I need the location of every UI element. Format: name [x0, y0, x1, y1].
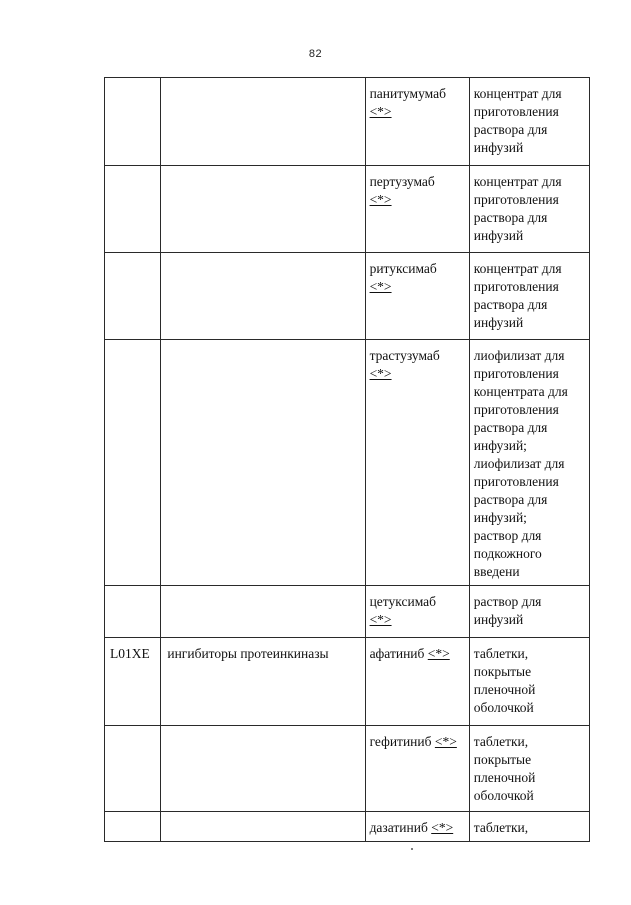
dosage-form-line: раствор для [473, 528, 542, 543]
dosage-form-line: приготовления [473, 104, 559, 119]
dosage-form-line: лиофилизат для [473, 348, 565, 363]
atc-code-cell: L01XE [105, 638, 161, 726]
scan-speck [411, 848, 413, 850]
footnote-mark: <*> [369, 279, 392, 294]
pharm-group-cell [161, 78, 365, 166]
pharm-group-cell [161, 726, 365, 812]
table-row [105, 78, 590, 166]
inn-name: пертузумаб [369, 174, 435, 189]
inn-cell [365, 812, 469, 842]
inn-cell [365, 638, 469, 726]
inn-name: афатиниб [369, 646, 425, 661]
inn-name: панитумумаб [369, 86, 446, 101]
dosage-form-line: покрытые [473, 752, 532, 767]
pharm-group-cell [161, 253, 365, 340]
dosage-form-line: концентрат для [473, 174, 562, 189]
dosage-form-cell [469, 340, 589, 586]
dosage-form-line: приготовления [473, 474, 559, 489]
dosage-form-cell [469, 812, 589, 842]
table-row [105, 726, 590, 812]
inn-name: трастузумаб [369, 348, 440, 363]
footnote-mark: <*> [369, 192, 392, 207]
dosage-form-line: лиофилизат для [473, 456, 565, 471]
dosage-form-cell [469, 253, 589, 340]
dosage-form-line: инфузий; [473, 510, 527, 525]
dosage-form-line: подкожного [473, 546, 542, 561]
footnote-mark: <*> [369, 612, 392, 627]
atc-code-cell [105, 340, 161, 586]
inn-cell [365, 166, 469, 253]
dosage-form-line: оболочкой [473, 700, 534, 715]
table-row [105, 166, 590, 253]
dosage-form-cell [469, 78, 589, 166]
dosage-form-line: приготовления [473, 366, 559, 381]
inn-name: гефитиниб [369, 734, 432, 749]
dosage-form-line: раствор для [473, 594, 542, 609]
footnote-mark: <*> [369, 366, 392, 381]
dosage-form-line: введени [473, 564, 520, 579]
dosage-form-line: пленочной [473, 682, 536, 697]
dosage-form-line: инфузий [473, 315, 524, 330]
pharm-group-cell [161, 340, 365, 586]
table-row [105, 812, 590, 842]
page-number: 82 [308, 48, 323, 60]
dosage-form-line: приготовления [473, 192, 559, 207]
dosage-form-line: инфузий [473, 612, 524, 627]
dosage-form-line: раствора для [473, 297, 548, 312]
inn-cell [365, 253, 469, 340]
dosage-form-cell [469, 166, 589, 253]
atc-code-cell [105, 253, 161, 340]
pharm-group-cell [161, 812, 365, 842]
table-row [105, 340, 590, 586]
table-body [105, 78, 590, 842]
dosage-form-line: покрытые [473, 664, 532, 679]
dosage-form-line: концентрат для [473, 86, 562, 101]
dosage-form-line: приготовления [473, 402, 559, 417]
inn-name: ритуксимаб [369, 261, 437, 276]
atc-code-cell [105, 166, 161, 253]
atc-code-cell [105, 78, 161, 166]
footnote-mark: <*> [431, 820, 454, 835]
dosage-form-line: таблетки, [473, 820, 529, 835]
drug-table [104, 77, 590, 842]
inn-name: цетуксимаб [369, 594, 437, 609]
dosage-form-cell [469, 586, 589, 638]
dosage-form-cell [469, 726, 589, 812]
dosage-form-line: раствора для [473, 492, 548, 507]
dosage-form-line: инфузий [473, 140, 524, 155]
dosage-form-line: инфузий; [473, 438, 527, 453]
dosage-form-line: концентрата для [473, 384, 568, 399]
dosage-form-line: таблетки, [473, 734, 529, 749]
dosage-form-line: пленочной [473, 770, 536, 785]
pharm-group-cell: ингибиторы протеинкиназы [161, 638, 365, 726]
inn-cell [365, 78, 469, 166]
inn-cell [365, 340, 469, 586]
dosage-form-line: инфузий [473, 228, 524, 243]
dosage-form-line: приготовления [473, 279, 559, 294]
footnote-mark: <*> [434, 734, 457, 749]
dosage-form-line: раствора для [473, 122, 548, 137]
inn-cell [365, 726, 469, 812]
table-row [105, 253, 590, 340]
dosage-form-line: концентрат для [473, 261, 562, 276]
table-row [105, 586, 590, 638]
dosage-form-line: раствора для [473, 210, 548, 225]
dosage-form-line: раствора для [473, 420, 548, 435]
table-row [105, 638, 590, 726]
footnote-mark: <*> [427, 646, 450, 661]
dosage-form-cell [469, 638, 589, 726]
dosage-form-line: оболочкой [473, 788, 534, 803]
inn-cell [365, 586, 469, 638]
pharm-group-cell [161, 166, 365, 253]
inn-name: дазатиниб [369, 820, 428, 835]
footnote-mark: <*> [369, 104, 392, 119]
atc-code-cell [105, 812, 161, 842]
pharm-group-cell [161, 586, 365, 638]
atc-code-cell [105, 586, 161, 638]
dosage-form-line: таблетки, [473, 646, 529, 661]
atc-code-cell [105, 726, 161, 812]
